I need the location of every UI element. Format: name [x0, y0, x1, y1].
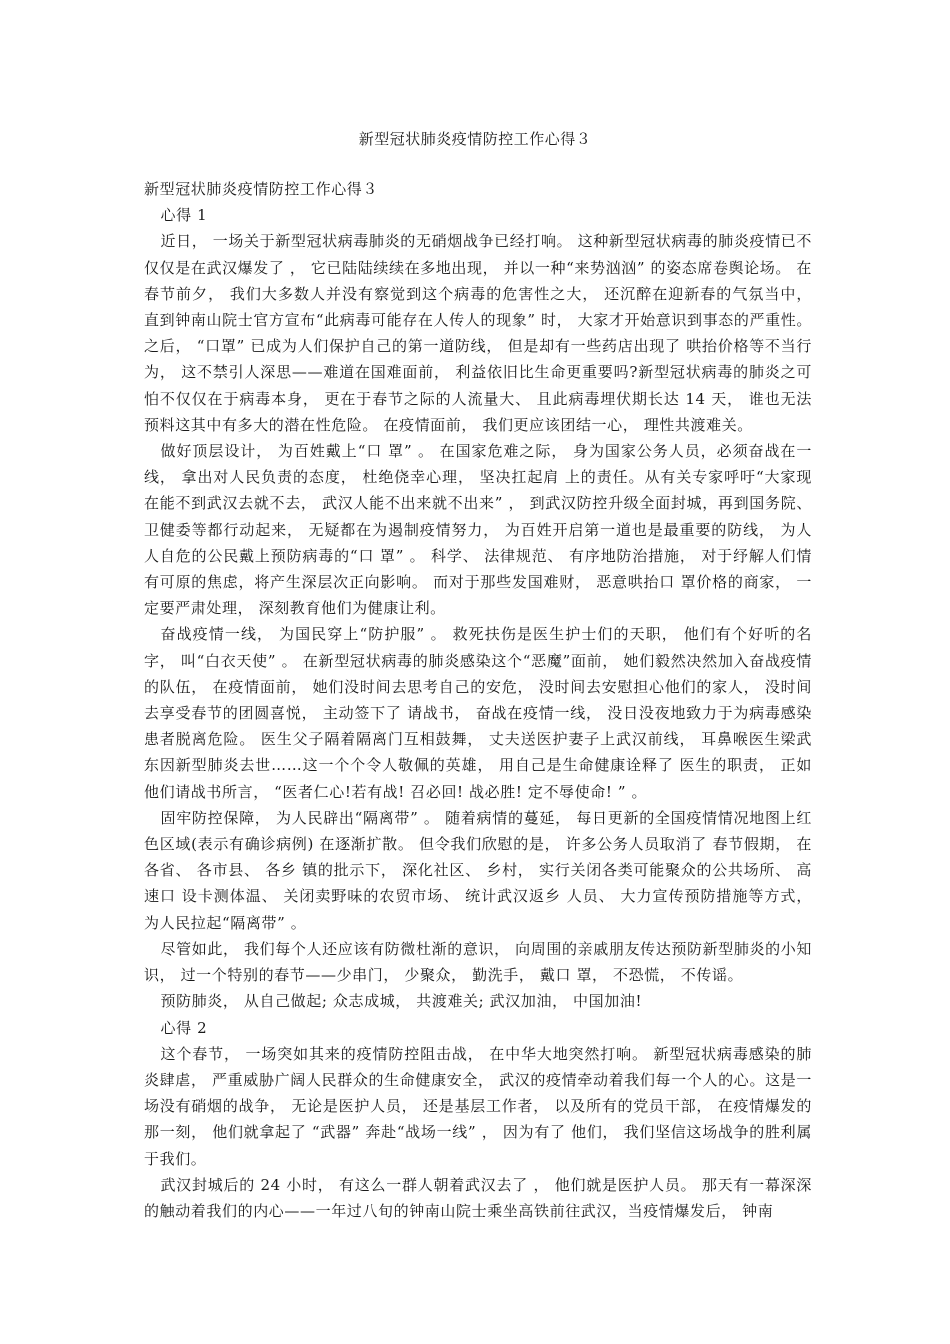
paragraph: 尽管如此， 我们每个人还应该有防微杜渐的意识， 向周围的亲戚朋友传达预防新型肺炎的小知识， 过一个特别的春节——少串门， 少聚众， 勤洗手， 戴口 罩， 不恐慌， 不传谣。 — [144, 939, 812, 985]
paragraph: 武汉封城后的 24 小时， 有这么一群人朝着武汉去了 ， 他们就是医护人员。 那天有一幕深深的触动着我们的内心——一年过八旬的钟南山院士乘坐高铁前往武汉，当疫情爆发后， 钟南 — [144, 1175, 812, 1220]
paragraph: 奋战疫情一线， 为国民穿上“防护服” 。 救死扶伤是医生护士们的天职， 他们有个好听的名字， 叫“白衣天使” 。 在新型冠状病毒的肺炎感染这个“恶魔”面前， 她们毅然决然加入奋战疫情的队伍， 在疫情面前， 她们没时间去思考自己的安危， 没时间去安慰担心他们的家人， 没时间去享受春节的团圆喜悦， 主动签下了 请战书， 奋战在疫情一线， 没日没夜地致力于为病毒感染患者脱离危险。 医生父子隔着隔离门互相鼓舞， 丈夫送医护妻子上武汉前线， 耳鼻喉医生梁武东因新型肺炎去世……这一个个令人敬佩的英雄， 用自己是生命健康诠释了 医生的职责， 正如他们请战书所言， “医者仁心!若有战! 召必回! 战必胜! 定不辱使命! ” 。 — [144, 625, 812, 801]
paragraph: 近日， 一场关于新型冠状病毒肺炎的无硝烟战争已经打响。 这种新型冠状病毒的肺炎疫情已不仅仅是在武汉爆发了 ， 它已陆陆续续在多地出现， 并以一种“来势汹汹” 的姿态席卷舆论场。 在春节前夕， 我们大多数人并没有察觉到这个病毒的危害性之大， 还沉醉在迎新春的气氛当中， 直到钟南山院士官方宣布“此病毒可能存在人传人的现象” 时， 大家才开始意识到事态的严重性。 之后， “口罩” 已成为人们保护自己的第一道防线， 但是却有一些药店出现了 哄抬价格等不当行为， 这不禁引人深思——难道在国难面前， 利益依旧比生命更重要吗?新型冠状病毒的肺炎之可怕不仅仅在于病毒本身， 更在于春节之际的人流量大、 且此病毒埋伏期长达 14 天， 谁也无法预料这其中有多大的潜在性危险。 在疫情面前， 我们更应该团结一心， 理性共渡难关。 — [144, 232, 812, 434]
document-subtitle: 新型冠状肺炎疫情防控工作心得３ — [144, 180, 379, 198]
paragraph: 预防肺炎， 从自己做起; 众志成城， 共渡难关; 武汉加油， 中国加油! — [160, 992, 643, 1011]
section-heading-1: 心得 1 — [160, 206, 208, 225]
section-heading-2: 心得 2 — [160, 1018, 208, 1037]
document-body — [144, 176, 812, 1224]
paragraph: 这个春节， 一场突如其来的疫情防控阻击战， 在中华大地突然打响。 新型冠状病毒感染的肺炎肆虐， 严重威胁广阔人民群众的生命健康安全， 武汉的疫情牵动着我们每一个人的心。这是一场没有硝烟的战争， 无论是医护人员， 还是基层工作者， 以及所有的党员干部， 在疫情爆发的那一刻， 他们就拿起了 “武器” 奔赴“战场一线” ， 因为有了 他们， 我们坚信这场战争的胜利属于我们。 — [144, 1044, 812, 1168]
paragraph: 做好顶层设计， 为百姓戴上“口 罩” 。 在国家危难之际， 身为国家公务人员，必须奋战在一线， 拿出对人民负责的态度， 杜绝侥幸心理， 坚决扛起肩 上的责任。从有关专家呼吁“大家现在能不到武汉去就不去， 武汉人能不出来就不出来” ， 到武汉防控升级全面封城，再到国务院、 卫健委等都行动起来， 无疑都在为遏制疫情努力， 为百姓开启第一道也是最重要的防线， 为人人自危的公民戴上预防病毒的“口 罩” 。 科学、 法律规范、 有序地防治措施， 对于纾解人们情有可原的焦虑，将产生深层次正向影响。 而对于那些发国难财， 恶意哄抬口 罩价格的商家， 一定要严肃处理， 深刻教育他们为健康让利。 — [144, 442, 812, 618]
paragraph: 固牢防控保障， 为人民辟出“隔离带” 。 随着病情的蔓延， 每日更新的全国疫情情况地图上红色区域(表示有确诊病例) 在逐渐扩散。 但令我们欣慰的是， 许多公务人员取消了 春节假期， 在各省、 各市县、 各乡 镇的批示下， 深化社区、 乡村， 实行关闭各类可能聚众的公共场所、 高速口 设卡测体温、 关闭卖野味的农贸市场、 统计武汉返乡 人员、 大力宣传预防措施等方式， 为人民拉起“隔离带” 。 — [144, 808, 812, 932]
document-title: 新型冠状肺炎疫情防控工作心得３ — [358, 130, 592, 148]
